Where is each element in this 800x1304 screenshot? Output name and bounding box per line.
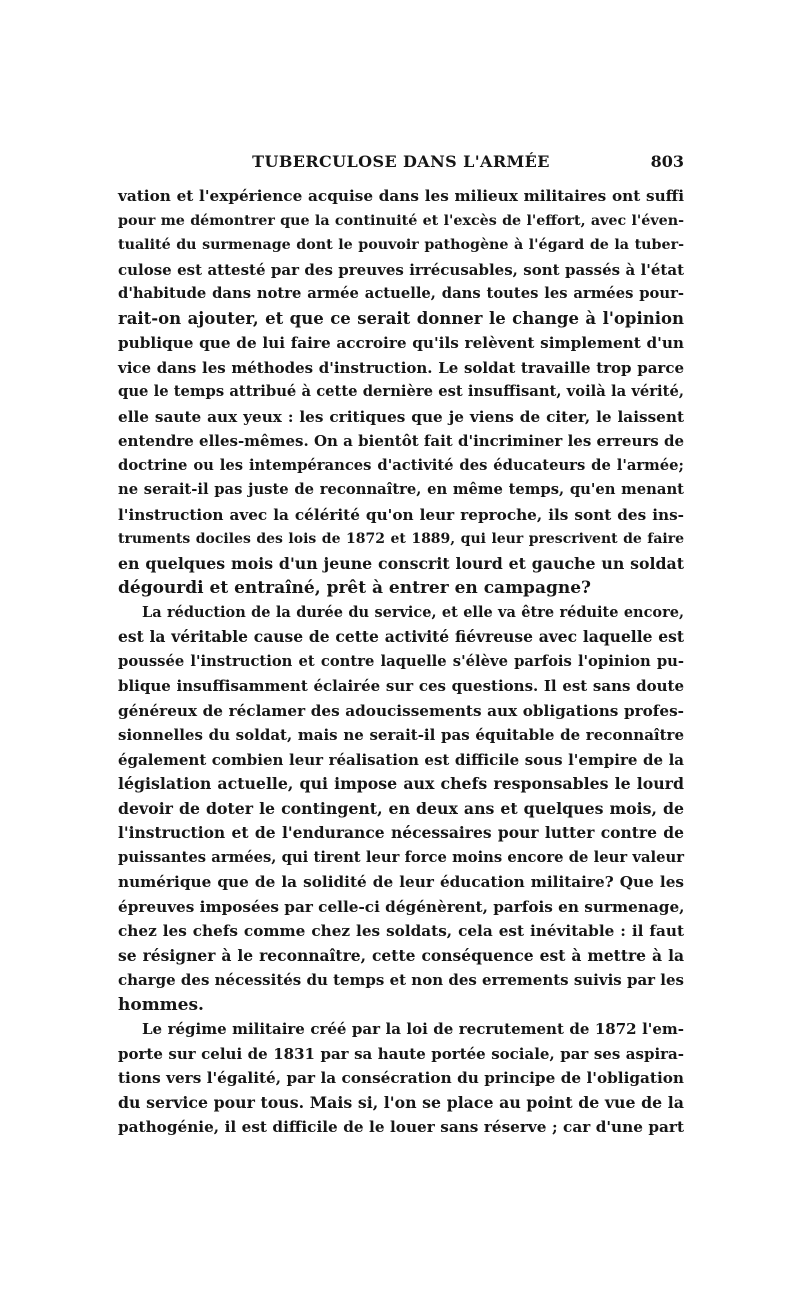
text-line: législation actuelle, qui impose aux chefs responsables le lourd <box>118 774 684 793</box>
text-line: du service pour tous. Mais si, l'on se place au point de vue de la <box>118 1092 684 1112</box>
text-line: est la véritable cause de cette activité fiévreuse avec laquelle est <box>118 627 684 646</box>
text-line: numérique que de la solidité de leur éducation militaire? Que les <box>118 873 684 891</box>
text-line: l'instruction avec la célérité qu'on leur reproche, ils sont des ins- <box>118 505 684 524</box>
page-number: 803 <box>650 152 684 171</box>
text-line: charge des nécessités du temps et non des errements suivis par les <box>118 971 684 989</box>
text-line: vation et l'expérience acquise dans les milieux militaires ont suffi <box>118 187 684 205</box>
running-title: TUBERCULOSE DANS L'ARMÉE <box>252 152 550 171</box>
text-line: entendre elles-mêmes. On a bientôt fait d'incriminer les erreurs de <box>118 432 684 450</box>
text-line: hommes. <box>118 994 204 1015</box>
text-line: poussée l'instruction et contre laquelle s'élève parfois l'opinion pu- <box>118 652 684 670</box>
text-line: truments dociles des lois de 1872 et 1889, qui leur prescrivent de faire <box>118 531 684 547</box>
text-line: ne serait-il pas juste de reconnaître, en même temps, qu'en menant <box>118 481 684 498</box>
text-line: vice dans les méthodes d'instruction. Le soldat travaille trop parce <box>118 358 684 377</box>
text-line: sionnelles du soldat, mais ne serait-il pas équitable de reconnaître <box>118 726 684 744</box>
text-line: elle saute aux yeux : les critiques que je viens de citer, le laissent <box>118 407 684 426</box>
text-line: La réduction de la durée du service, et elle va être réduite encore, <box>142 603 684 621</box>
text-line: pathogénie, il est difficile de le louer sans réserve ; car d'une part <box>118 1118 684 1136</box>
text-line: rait-on ajouter, et que ce serait donner le change à l'opinion <box>118 308 684 328</box>
text-line: publique que de lui faire accroire qu'ils relèvent simplement d'un <box>118 334 684 352</box>
text-line: pour me démontrer que la continuité et l'excès de l'effort, avec l'éven- <box>118 212 684 229</box>
text-line: chez les chefs comme chez les soldats, cela est inévitable : il faut <box>118 922 684 940</box>
text-line: l'instruction et de l'endurance nécessaires pour lutter contre de <box>118 823 684 842</box>
text-line: en quelques mois d'un jeune conscrit lourd et gauche un soldat <box>118 553 684 573</box>
text-line: tualité du surmenage dont le pouvoir pathogène à l'égard de la tuber- <box>118 237 684 253</box>
text-line: Le régime militaire créé par la loi de recrutement de 1872 l'em- <box>142 1020 684 1038</box>
body-text <box>118 184 684 1140</box>
text-line: dégourdi et entraîné, prêt à entrer en campagne? <box>118 578 591 598</box>
text-line: devoir de doter le contingent, en deux ans et quelques mois, de <box>118 798 684 818</box>
text-line: blique insuffisamment éclairée sur ces questions. Il est sans doute <box>118 677 684 695</box>
text-line: porte sur celui de 1831 par sa haute portée sociale, par ses aspira- <box>118 1044 684 1063</box>
text-line: généreux de réclamer des adoucissements aux obligations profes- <box>118 701 684 720</box>
text-line: que le temps attribué à cette dernière est insuffisant, voilà la vérité, <box>118 383 684 400</box>
text-line: puissantes armées, qui tirent leur force moins encore de leur valeur <box>118 848 684 866</box>
text-line: se résigner à le reconnaître, cette conséquence est à mettre à la <box>118 945 684 965</box>
text-line: doctrine ou les intempérances d'activité des éducateurs de l'armée; <box>118 456 684 474</box>
text-line: également combien leur réalisation est difficile sous l'empire de la <box>118 750 684 769</box>
text-line: d'habitude dans notre armée actuelle, dans toutes les armées pour- <box>118 285 684 302</box>
running-header <box>118 152 684 178</box>
text-line: culose est attesté par des preuves irrécusables, sont passés à l'état <box>118 260 684 279</box>
text-line: épreuves imposées par celle-ci dégénèrent, parfois en surmenage, <box>118 897 685 916</box>
text-line: tions vers l'égalité, par la consécration du principe de l'obligation <box>118 1069 684 1087</box>
